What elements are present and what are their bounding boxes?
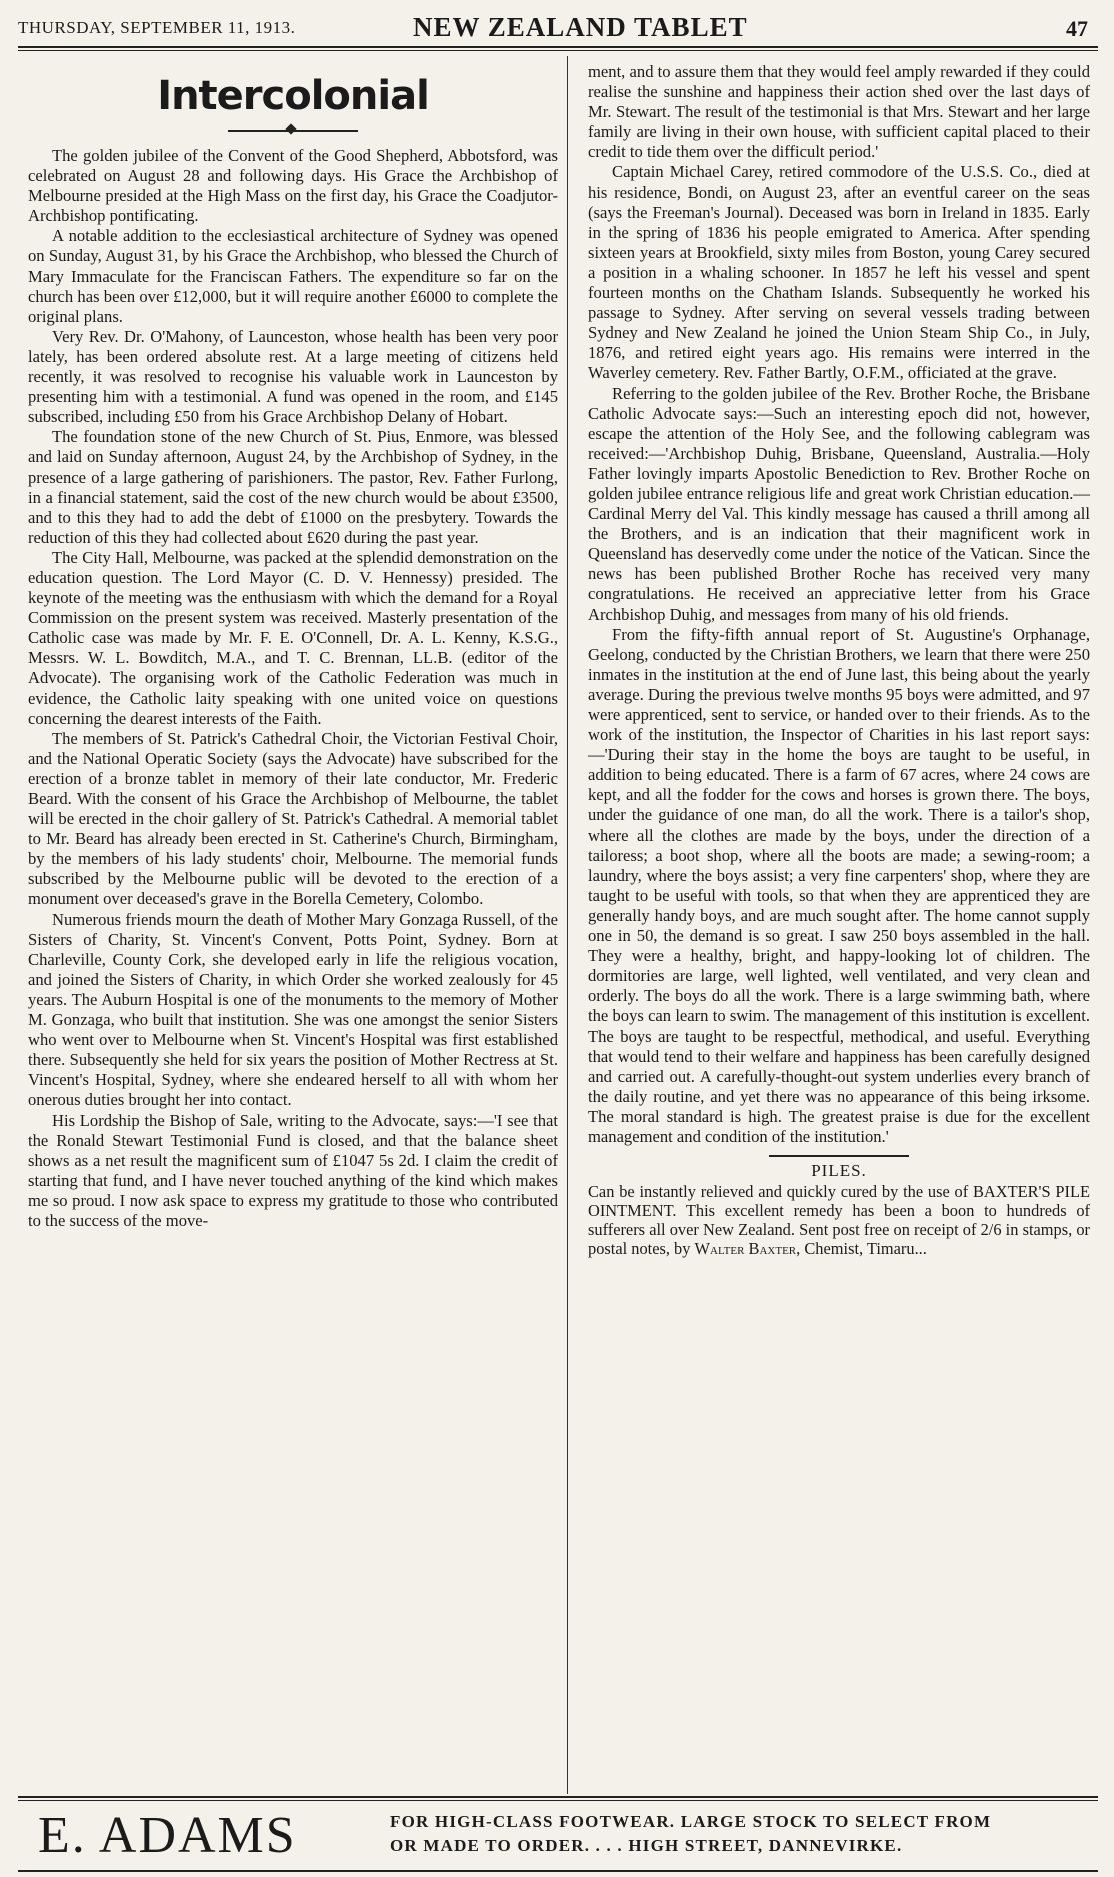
page-number: 47 [1066,16,1088,41]
piles-ad-title: PILES. [811,1161,867,1181]
masthead-rule-thin [18,50,1098,51]
piles-ad-location: Chemist, Timaru... [804,1239,927,1259]
paragraph: His Lordship the Bishop of Sale, writing to the Advocate, says:—'I see that the Ronald Stewart Testimonial Fund is closed, and that the balance sheet shows as a net result the magnificent sum of £1047 5s 2d. I claim the credit of starting that fund, and I have never touched anything of the kind which makes me so proud. I now ask space to express my gratitude to those who contributed to the success of the move- [28,1110,558,1230]
paragraph-continued: ment, and to assure them that they would feel amply rewarded if they could realise the sunshine and happiness their action shed over the last days of Mr. Stewart. The result of the testimonial is that Mrs. Stewart and her large family are living in their own house, with sufficient capital placed to their credit to tide them over the difficult period.' [588,62,1090,162]
right-column [588,62,1090,1258]
bottom-rule [18,1870,1098,1872]
masthead-rule [18,46,1098,48]
ad-separator [769,1155,909,1157]
paragraph: From the fifty-fifth annual report of St. Augustine's Orphanage, Geelong, conducted by the Christian Brothers, we learn that there were 250 inmates in the institution at the end of June last, this being about the yearly average. During the previous twelve months 95 boys were admitted, and 97 were apprenticed, sent to service, or handed over to their friends. As to the work of the institution, the Inspector of Charities in his last report says:—'During their stay in the home the boys are taught to be useful, in addition to being educated. There is a farm of 67 acres, where 24 cows are kept, and all the fodder for the cows and horses is grown there. The boys, under the guidance of one man, do all the work. There is a tailor's shop, where all the clothes are made by the boys, under the direction of a tailoress; a boot shop, where all the boots are made; a sewing-room; a laundry, where the boys assist; a very fine carpenters' shop, where they are taught to be useful with tools, so that when they are apprenticed they are generally handy boys, and are much sought after. The home cannot supply one in 50, the demand is so great. I saw 250 boys assembled in the hall. They were a healthy, bright, and happy-looking lot of children. The dormitories are large, well lighted, well ventilated, and very clean and orderly. The boys do all the work. There is a large swimming bath, where the boys can learn to swim. The management of this institution is excellent. The boys are taught to be respectful, methodical, and useful. Everything that would tend to their welfare and happiness has been carefully designed and carried out. A carefully-thought-out system underlies every branch of the daily routine, and yet there was no appearance of this being irksome. The moral standard is high. The greatest praise is due for the excellent management and condition of the institution.' [588,624,1090,1146]
article-heading: Intercolonial [157,73,429,119]
paragraph: Captain Michael Carey, retired commodore of the U.S.S. Co., died at his residence, Bondi, on August 23, after an eventful career on the seas (says the Freeman's Journal). Deceased was born in Ireland in 1835. Early in the spring of 1836 his people emigrated to America. After spending sixteen years at Brookfield, sixty miles from Boston, young Carey secured a position in a whaling schooner. In 1857 he left his vessel and spent fourteen months on the Chatham Islands. Subsequently he worked his passage to Sydney. After serving on several vessels trading between Sydney and New Zealand he joined the Union Steam Ship Co., in July, 1876, and retired eight years ago. His remains were interred in the Waverley cemetery. Rev. Father Bartly, O.F.M., officiated at the grave. [588,162,1090,383]
piles-ad-text: Can be instantly relieved and quickly cured by the use of BAXTER'S PILE OINTMENT. This excellent remedy has been a boon to hundreds of sufferers all over New Zealand. Sent post free on receipt of 2/6 in stamps, or postal notes, by [588,1182,1090,1259]
diamond-ornament-icon [285,123,296,134]
paragraph: A notable addition to the ecclesiastical architecture of Sydney was opened on Sunday, August 31, by his Grace the Archbishop, who blessed the Church of Mary Immaculate for the Franciscan Fathers. The expenditure so far on the church has been over £12,000, but it will require another £6000 to complete the original plans. [28,226,558,326]
paragraph: Numerous friends mourn the death of Mother Mary Gonzaga Russell, of the Sisters of Charity, St. Vincent's Convent, Potts Point, Sydney. Born at Charleville, County Cork, she developed early in life the religious vocation, and joined the Sisters of Charity, in which Order she worked zealously for 45 years. The Auburn Hospital is one of the monuments to the memory of Mother M. Gonzaga, who built that institution. She was one amongst the senior Sisters who went over to Melbourne when St. Vincent's Hospital was first established there. Subsequently she held for six years the position of Mother Rectress at St. Vincent's Hospital, Sydney, where she endeared herself to all with whom her onerous duties brought her into contact. [28,909,558,1110]
advertiser-name: E. ADAMS [38,1807,297,1864]
paragraph: The golden jubilee of the Convent of the Good Shepherd, Abbotsford, was celebrated on August 28 and following days. His Grace the Archbishop of Melbourne presided at the High Mass on the first day, his Grace the Coadjutor-Archbishop pontificating. [28,146,558,226]
heading-divider [228,124,358,136]
advertisement-line-2: OR MADE TO ORDER. . . . HIGH STREET, DANNEVIRKE. [390,1836,903,1855]
column-divider [567,56,568,1794]
issue-date: THURSDAY, SEPTEMBER 11, 1913. [18,18,296,37]
left-column [28,62,558,1231]
footer-rule-thin [18,1800,1098,1801]
footer-rule [18,1796,1098,1798]
piles-ad-signature: Walter Baxter, [694,1239,801,1259]
paragraph: The City Hall, Melbourne, was packed at the splendid demonstration on the education question. The Lord Mayor (C. D. V. Hennessy) presided. The keynote of the meeting was the enthusiasm with which the demand for a Royal Commission on the present system was received. Masterly presentation of the Catholic case was made by Mr. F. E. O'Connell, Dr. A. L. Kenny, K.S.G., Messrs. W. L. Bowditch, M.A., and T. C. Brennan, LL.B. (editor of the Advocate). The organising work of the Catholic Federation was much in evidence, the Catholic laity speaking with one united voice on questions concerning the dearest interests of the Faith. [28,547,558,728]
advertisement-line-1: FOR HIGH-CLASS FOOTWEAR. LARGE STOCK TO SELECT FROM [390,1812,992,1831]
piles-ad-body [588,1182,1090,1258]
paragraph: Very Rev. Dr. O'Mahony, of Launceston, whose health has been very poor lately, has been ordered absolute rest. At a large meeting of citizens held recently, it was resolved to recognise his valuable work in Launceston by presenting him with a testimonial. A fund was opened in the room, and £145 subscribed, including £50 from his Grace Archbishop Delany of Hobart. [28,326,558,427]
masthead [18,12,1098,46]
paragraph: The foundation stone of the new Church of St. Pius, Enmore, was blessed and laid on Sunday afternoon, August 24, by the Archbishop of Sydney, in the presence of a large gathering of parishioners. The pastor, Rev. Father Furlong, in a financial statement, said the cost of the new church would be about £3500, and to this they had to add the debt of £1000 on the presbytery. Towards the reduction of this they had collected about £620 during the past year. [28,427,558,547]
newspaper-title: NEW ZEALAND TABLET [413,12,748,42]
paragraph: The members of St. Patrick's Cathedral Choir, the Victorian Festival Choir, and the National Operatic Society (says the Advocate) have subscribed for the erection of a bronze tablet in memory of their late conductor, Mr. Frederic Beard. With the consent of his Grace the Archbishop of Melbourne, the tablet will be erected in the choir gallery of St. Patrick's Cathedral. A memorial tablet to Mr. Beard has already been erected in St. Catherine's Church, Birmingham, by the members of his lady students' choir, Melbourne. The memorial funds subscribed by the Melbourne public will be devoted to the erection of a monument over deceased's grave in the Borella Cemetery, Colombo. [28,728,558,909]
paragraph: Referring to the golden jubilee of the Rev. Brother Roche, the Brisbane Catholic Advocate says:—Such an interesting epoch did not, however, escape the attention of the Holy See, and the following cablegram was received:—'Archbishop Duhig, Brisbane, Queensland, Australia.—Holy Father lovingly imparts Apostolic Benediction to Rev. Brother Roche on golden jubilee entrance religious life and great work Christian education.—Cardinal Merry del Val. This kindly message has caused a thrill among all the Brothers, and is an indication that their magnificent work in Queensland has deservedly come under the notice of the Vatican. Since the news has been published Brother Roche has received very many congratulations. He received an appreciative letter from his Grace Archbishop Duhig, and messages from many of his old friends. [588,383,1090,624]
footer-advertisement [18,1804,1098,1870]
